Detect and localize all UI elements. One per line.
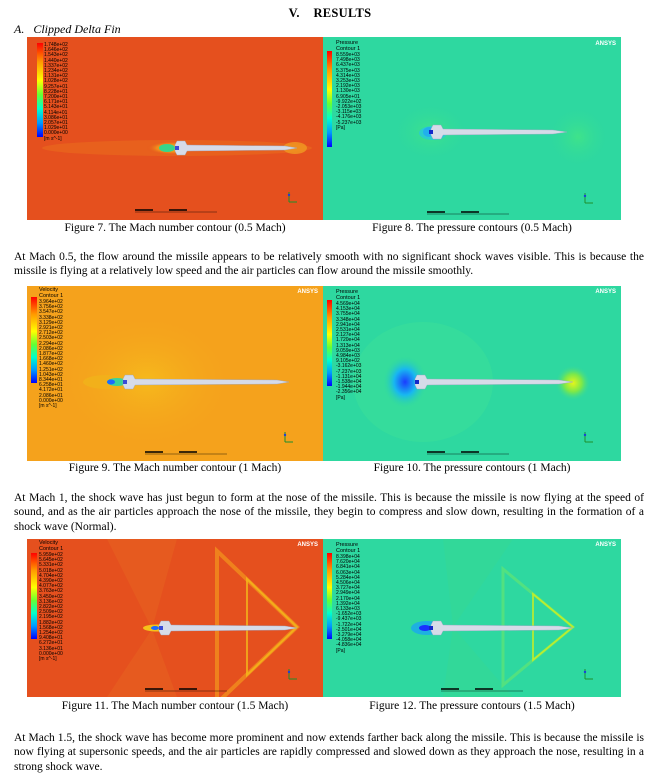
legend-value: 2.822e+02 [39,604,63,611]
figure-9-caption: Figure 9. The Mach number contour (1 Mach) [68,462,282,474]
legend-value: 1.882e+02 [39,619,63,626]
figure-11-legend-title: Velocity Contour 1 [39,540,64,552]
legend-value: 3.253e+03 [336,78,360,85]
figure-11-image [27,539,323,697]
legend-value: 1.131e+02 [44,73,68,80]
legend-value: 6.258e+01 [39,382,63,389]
legend-value: 8.398e+04 [336,554,360,560]
legend-value: 1.877e+02 [39,351,63,358]
figure-8-legend [336,41,361,131]
legend-value: 2.086e+02 [39,345,63,352]
legend-value: 1.646e+02 [44,47,68,54]
legend-value: -1.538e+04 [336,379,362,386]
figure-8-legend-values [336,53,361,126]
legend-value: 3.756e+02 [39,304,63,311]
figure-7-caption: Figure 7. The Mach number contour (0.5 Mach) [64,222,286,234]
legend-value: 4.506e+04 [336,580,360,587]
figure-9-legend-values [39,300,63,404]
legend-value: 1.568e+02 [39,624,63,631]
legend-value: 1.748e+02 [44,42,68,48]
figure-12-caption: Figure 12. The pressure contours (1.5 Mach) [369,700,575,712]
legend-value: 6.905e+01 [336,93,360,100]
legend-value: 5.375e+03 [336,67,360,74]
figure-11-ansys-logo: ANSYS [297,542,318,548]
legend-value: 7.200e+01 [44,94,68,101]
figure-8-caption: Figure 8. The pressure contours (0.5 Mach) [372,222,572,234]
legend-value: 6.171e+01 [44,99,68,106]
figure-10-legend-title: Pressure Contour 1 [336,289,361,301]
subsection-heading: A. Clipped Delta Fin [14,22,121,36]
figure-9-ansys-logo: ANSYS [297,289,318,295]
legend-value: 5.331e+02 [39,562,63,569]
legend-value: 2.195e+02 [39,614,63,621]
figure-12-legend-title: Pressure Contour 1 [336,542,361,554]
figure-9-legend [39,288,63,409]
legend-value: 1.543e+02 [44,52,68,59]
legend-value: 7.620e+04 [336,559,360,566]
legend-value: 1.337e+02 [44,62,68,69]
figure-10-legend-unit: [Pa] [336,394,345,401]
figure-12-image [323,539,621,697]
legend-value: 3.450e+02 [39,593,63,600]
legend-value: 3.136e+01 [39,645,63,652]
figure-10-legend-values [336,302,361,396]
figure-9-image [27,286,323,461]
legend-value: -2.501e+04 [336,626,362,633]
figure-8-ansys-logo: ANSYS [595,41,616,47]
legend-value: 0.000e+00 [44,130,68,137]
legend-value: 6.841e+04 [336,564,360,571]
legend-value: 4.172e+01 [39,387,63,394]
legend-value: -3.115e+03 [336,109,362,116]
legend-value: 9.105e+02 [336,358,360,365]
legend-value: 2.949e+04 [336,590,360,597]
legend-value: 6.133e+03 [336,606,360,613]
legend-value: 4.114e+01 [44,109,68,116]
legend-value: 3.348e+04 [336,316,360,323]
legend-value: 5.959e+02 [39,552,63,558]
legend-value: 1.392e+04 [336,600,360,607]
legend-value: 1.440e+02 [44,57,68,64]
legend-value: -7.237e+03 [336,368,362,375]
figure-12-ansys-logo: ANSYS [595,542,616,548]
legend-value: 9.408e+01 [39,635,63,642]
legend-value: 5.645e+02 [39,557,63,564]
legend-value: 4.314e+03 [336,72,360,79]
legend-value: 3.338e+02 [39,314,63,321]
figure-9-legend-unit: [m s^-1] [39,403,57,410]
figure-7-legend-unit: [m s^-1] [44,135,62,142]
figure-11-legend-unit: [m s^-1] [39,656,57,663]
legend-value: 3.755e+04 [336,311,360,318]
section-heading: V. RESULTS [288,6,372,20]
legend-value: 4.153e+04 [336,306,360,313]
legend-value: 2.921e+02 [39,325,63,332]
legend-value: 2.294e+02 [39,340,63,347]
legend-value: -9.437e+03 [336,616,362,623]
figure-10-caption: Figure 10. The pressure contours (1 Mach) [373,462,571,474]
legend-value: 2.531e+04 [336,327,360,334]
legend-value: 2.941e+04 [336,321,360,328]
legend-value: 7.498e+03 [336,57,360,64]
legend-value: 1.668e+02 [39,356,63,363]
legend-value: 3.547e+02 [39,309,63,316]
legend-value: 6.437e+03 [336,62,360,69]
figure-7-image [27,37,323,220]
figure-7-legend-values [44,43,68,137]
figure-12-legend [336,543,361,654]
legend-value: 0.000e+00 [39,397,63,404]
legend-value: -2.356e+04 [336,389,362,396]
legend-value: 1.313e+04 [336,342,360,349]
legend-value: 2.086e+01 [39,392,63,399]
legend-value: -5.237e+03 [336,119,362,126]
paragraph-mach-0-5: At Mach 0.5, the flow around the missile appears to be relatively smooth with no significant shock waves visible. This is because the missile is flying at a relatively low speed and the air particles can flow around the missile smoothly. [14,251,644,278]
legend-value: 1.720e+04 [336,337,360,344]
legend-value: -3.279e+04 [336,632,362,639]
legend-value: 8.344e+01 [39,377,63,384]
figure-10-ansys-logo: ANSYS [595,289,616,295]
legend-value: 3.727e+04 [336,585,360,592]
legend-value: 2.057e+01 [44,120,68,127]
legend-value: -4.836e+04 [336,642,362,649]
legend-value: 2.192e+03 [336,83,360,90]
figure-8-legend-title: Pressure Contour 1 [336,40,361,52]
legend-value: 3.763e+02 [39,588,63,595]
figure-12-legend-unit: [Pa] [336,647,345,654]
legend-value: 2.170e+04 [336,595,360,602]
legend-value: -3.162e+03 [336,363,362,370]
figure-10-image [323,286,621,461]
legend-value: 0.000e+00 [39,650,63,657]
legend-value: 2.127e+04 [336,332,360,339]
figure-11-caption: Figure 11. The Mach number contour (1.5 Mach) [61,700,289,712]
paragraph-mach-1: At Mach 1, the shock wave has just begun to form at the nose of the missile. This is because the missile is now flying at the speed of sound, and as the air particles approach the nose of the missile, they begin to compress and slow down, resulting in the formation of a shock wave (Normal). [14,492,644,533]
legend-value: 1.029e+01 [44,125,68,132]
legend-value: 8.228e+01 [44,88,68,95]
figure-10-legend [336,290,361,401]
legend-value: 5.143e+01 [44,104,68,111]
legend-value: -1.131e+04 [336,373,362,380]
legend-value: -2.053e+03 [336,104,362,111]
paragraph-mach-1-5: At Mach 1.5, the shock wave has become more prominent and now extends farther back along the missile. This is because the missile is now flying at supersonic speeds, and the air particles are rapidly compressed and slowed down as they approach the nose, resulting in a strong shock wave. [14,732,644,773]
legend-value: 1.043e+02 [39,371,63,378]
legend-value: 5.284e+04 [336,574,360,581]
legend-value: 4.569e+04 [336,301,360,307]
legend-value: 4.984e+03 [336,353,360,360]
figure-12-legend-values [336,555,361,649]
figure-11-legend [39,541,63,662]
legend-value: 6.272e+01 [39,640,63,647]
legend-value: -1.722e+04 [336,621,362,628]
legend-value: 9.059e+03 [336,347,360,354]
legend-value: 4.704e+02 [39,572,63,579]
legend-value: 3.136e+02 [39,598,63,605]
legend-value: 3.086e+01 [44,114,68,121]
legend-value: 1.460e+02 [39,361,63,368]
legend-value: 1.251e+02 [39,366,63,373]
legend-value: -9.922e+02 [336,98,362,105]
legend-value: 9.257e+01 [44,83,68,90]
figure-9-legend-title: Velocity Contour 1 [39,287,64,299]
legend-value: 4.077e+02 [39,583,63,590]
legend-value: -1.652e+03 [336,611,362,618]
legend-value: 1.028e+02 [44,78,68,85]
legend-value: 1.254e+02 [39,630,63,637]
legend-value: 6.063e+04 [336,569,360,576]
figure-7-legend [44,43,68,142]
legend-value: -4.176e+03 [336,114,362,121]
legend-value: 3.964e+02 [39,299,63,305]
figure-11-legend-values [39,553,63,657]
legend-value: 3.129e+02 [39,319,63,326]
legend-value: 8.559e+03 [336,52,360,58]
legend-value: 1.130e+03 [336,88,360,95]
legend-value: 1.234e+02 [44,68,68,75]
legend-value: 5.018e+02 [39,567,63,574]
figure-8-legend-unit: [Pa] [336,124,345,131]
legend-value: -4.058e+04 [336,637,362,644]
figure-8-image [323,37,621,220]
legend-value: 4.390e+02 [39,578,63,585]
legend-value: 2.509e+02 [39,609,63,616]
legend-value: 2.503e+02 [39,335,63,342]
legend-value: -1.944e+04 [336,384,362,391]
legend-value: 2.712e+02 [39,330,63,337]
